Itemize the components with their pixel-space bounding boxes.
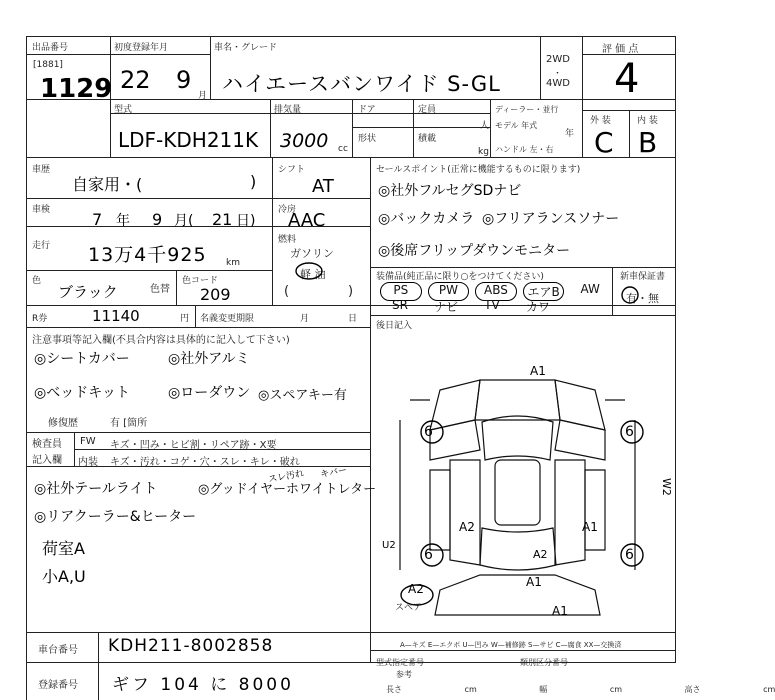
first-registration-label: 初度登録年月 — [114, 43, 169, 53]
displacement-label: 排気量 — [274, 105, 302, 115]
fuel-value: ガソリン — [290, 247, 334, 260]
equip-sr: SR — [392, 298, 408, 312]
equip-ps: PS — [380, 282, 422, 301]
fuel-paren-open: ( — [284, 284, 290, 299]
inspector-note-2: ◎リアクーラー&ヒーター — [34, 509, 197, 525]
inspection-label: 車検 — [32, 205, 51, 215]
chassis-label: 車台番号 — [38, 645, 78, 656]
capacity-unit: 人 — [480, 121, 490, 131]
mark-a1-rear: A1 — [526, 575, 542, 589]
equip-tv: TV — [484, 298, 500, 312]
interior-items-label: 内装 — [78, 457, 98, 468]
mark-a2-left: A2 — [459, 520, 475, 534]
inspection-day-unit: 日) — [236, 213, 256, 229]
shift-value: AT — [312, 176, 334, 197]
registration-number-label: 登録番号 — [38, 680, 78, 691]
registration-month-unit: 月 — [198, 91, 208, 101]
interior-label: 内 装 — [637, 116, 658, 126]
mark-6-rear-left: 6 — [424, 547, 433, 563]
name-change-day: 日 — [348, 314, 358, 324]
selling-point-3: ◎後席フリップダウンモニター — [378, 243, 571, 259]
inspector-note-4: 小A,U — [42, 567, 86, 586]
selling-point-1: ◎社外フルセグSDナビ — [378, 183, 522, 199]
color-label: 色 — [32, 276, 42, 286]
load-label: 積載 — [418, 134, 437, 144]
repair-history-value: 有 [箇所 — [110, 418, 148, 429]
r-ticket-value: 11140 — [92, 307, 140, 325]
repaint-label: 色替 — [150, 284, 170, 295]
selling-point-2b: ◎フリアランスソナー — [482, 211, 620, 227]
new-warranty-label: 新車保証書 — [620, 272, 666, 282]
struct-number-label: 型式指定番号 — [376, 658, 424, 667]
note-2c: ◎スペアキー有 — [258, 388, 347, 403]
note-sure: スレ汚れ — [267, 468, 305, 486]
inspection-year: 7 — [92, 210, 103, 229]
mileage-value: 13万4千925 — [88, 244, 207, 266]
capacity-label: 定員 — [418, 105, 437, 115]
lot-number-label: 出品番号 — [32, 43, 69, 53]
history-value: 自家用・( — [72, 175, 143, 194]
mileage-label: 走行 — [32, 241, 51, 251]
mark-a1-top: A1 — [530, 364, 546, 378]
exterior-label: 外 装 — [590, 116, 611, 126]
note-1b: ◎社外アルミ — [168, 351, 250, 367]
inspector-label: 検査員 記入欄 — [32, 439, 62, 466]
inspection-month: 9 — [152, 210, 163, 229]
lot-number: 1129 — [40, 74, 113, 104]
equip-pw: PW — [428, 282, 470, 301]
note-2b: ◎ローダウン — [168, 385, 251, 401]
interior-grade: B — [638, 126, 658, 159]
interior-items: キズ・汚れ・コゲ・穴・スレ・キレ・破れ — [110, 457, 300, 468]
history-label: 車歴 — [32, 165, 51, 175]
inspection-day: 21 — [212, 210, 233, 229]
type-value: LDF-KDH211K — [118, 128, 259, 152]
selling-points-label: セールスポイント(正常に機能するものに限ります) — [376, 165, 581, 175]
class-number-label: 類別区分番号 — [520, 658, 568, 667]
note-kabai: キバー — [319, 465, 348, 481]
mark-u2: U2 — [382, 540, 396, 551]
equip-abs: ABS — [475, 282, 517, 301]
color-code-value: 209 — [200, 285, 231, 304]
inspector-note-1a: ◎社外テールライト — [34, 481, 158, 497]
fuel-label: 燃料 — [278, 235, 297, 245]
fuel-paren-close: ) — [348, 284, 354, 299]
selling-point-2a: ◎バックカメラ — [378, 211, 475, 227]
mark-6-front-left: 6 — [424, 424, 433, 440]
handle-label: ハンドル 左・右 — [495, 145, 554, 154]
color-code-label: 色コード — [182, 276, 219, 286]
r-ticket-label: R券 — [32, 314, 48, 324]
inspector-note-3: 荷室A — [42, 539, 85, 558]
spare-label: スペア — [395, 603, 423, 613]
fw-items: キズ・凹み・ヒビ割・リペア跡・X要 — [110, 440, 277, 451]
equipment-label: 装備品(純正品に限り○をつけてください) — [376, 272, 544, 282]
repair-history-label: 修復歴 — [48, 418, 78, 429]
equip-leather: カワ — [525, 300, 550, 314]
inspector-note-1b: ◎グッドイヤーホワイトレター — [198, 482, 377, 497]
displacement-value: 3000 — [280, 130, 329, 152]
displacement-unit: cc — [338, 144, 348, 154]
registration-month: 9 — [176, 66, 192, 94]
model-year-unit: 年 — [565, 129, 575, 139]
inspection-year-unit: 年 — [116, 213, 130, 229]
model-year-label: モデル 年式 — [495, 121, 538, 130]
model-name-label: 車名・グレード — [214, 43, 278, 53]
model-name: ハイエースバンワイド S-GL — [222, 72, 501, 96]
note-2a: ◎ベッドキット — [34, 385, 130, 401]
mark-6-front-right: 6 — [625, 424, 634, 440]
mark-a2-center: A2 — [533, 548, 548, 561]
inspection-month-unit: 月( — [174, 213, 194, 229]
history-close: ) — [250, 172, 257, 191]
mileage-unit: km — [226, 258, 240, 268]
equip-navi: ナビ — [433, 300, 458, 314]
drive-dot: ・ — [553, 69, 563, 79]
dimensions-label: 長さ cm 幅 cm 高さ cm — [386, 685, 775, 694]
gasoline-circle-mark — [294, 261, 324, 281]
mark-a1-right: A1 — [582, 520, 598, 534]
warranty-value: 有・無 — [626, 292, 659, 305]
fw-label: FW — [80, 436, 96, 447]
equipment-row-2 — [380, 298, 610, 315]
r-ticket-unit: 円 — [180, 314, 190, 324]
ac-value: AAC — [288, 210, 326, 231]
mark-a1-bottom: A1 — [552, 604, 568, 618]
side-note-w2: W2 — [660, 478, 673, 496]
after-entry-label: 後日記入 — [376, 321, 413, 331]
registration-number-value: ギフ 104 に 8000 — [112, 675, 294, 695]
reference-label: 参考 — [396, 670, 412, 679]
chassis-value: KDH211-8002858 — [108, 636, 274, 656]
equip-aw: AW — [580, 282, 600, 296]
shift-label: シフト — [278, 165, 306, 175]
note-1a: ◎シートカバー — [34, 351, 130, 367]
name-change-month: 月 — [300, 314, 310, 324]
score-value: 4 — [614, 56, 640, 102]
fuel-sub: 軽 油 — [300, 268, 326, 281]
damage-legend: A—キズ E—エクボ U—凹み W—補修跡 S—サビ C—腐食 XX—交換済 — [400, 641, 622, 649]
ac-label: 冷房 — [278, 205, 297, 215]
color-value: ブラック — [58, 283, 118, 301]
door-label: ドア — [358, 105, 376, 115]
lot-number-sub: [1881] — [33, 60, 63, 70]
mark-a2-spare: A2 — [408, 582, 424, 596]
name-change-label: 名義変更期限 — [200, 314, 255, 324]
exterior-grade: C — [594, 126, 614, 159]
drive-4wd: 4WD — [546, 78, 570, 89]
registration-year: 22 — [120, 66, 151, 94]
notes-label: 注意事項等記入欄(不具合内容は具体的に記入して下さい) — [32, 335, 290, 346]
score-label: 評 価 点 — [602, 44, 639, 55]
dealer-label: ディーラー・並行 — [495, 105, 559, 114]
shape-label: 形状 — [358, 134, 377, 144]
type-label: 型式 — [114, 105, 133, 115]
mark-6-rear-right: 6 — [625, 547, 634, 563]
equip-airbag: エアB — [523, 282, 565, 301]
load-unit: kg — [478, 147, 489, 157]
drive-2wd: 2WD — [546, 54, 570, 65]
warranty-circle-mark — [620, 285, 640, 305]
